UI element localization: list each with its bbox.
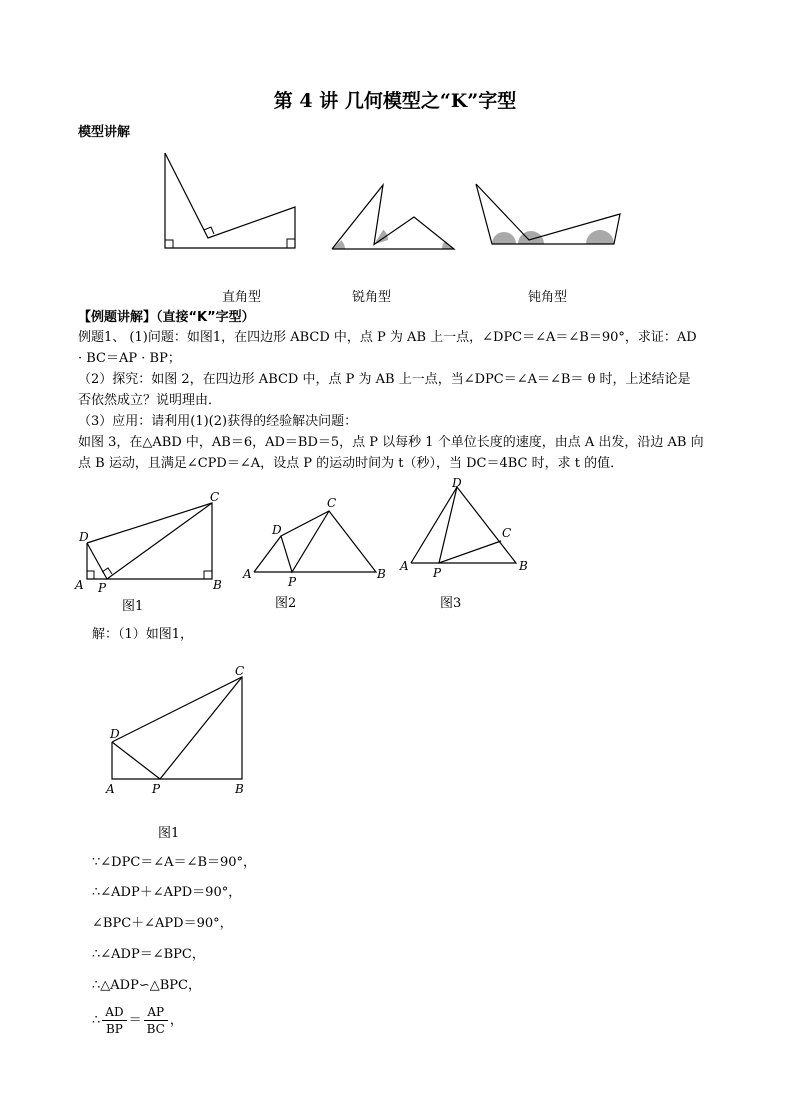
solution-figure-caption: 图1 bbox=[158, 826, 180, 841]
section-heading-example: 【例题讲解】（直接“K”字型） bbox=[78, 310, 255, 325]
label-p: P bbox=[288, 575, 297, 589]
caption-obtuse-angle: 钝角型 bbox=[528, 290, 568, 305]
fraction-ad-bp-numerator: AD bbox=[102, 1004, 126, 1021]
label-p: P bbox=[433, 566, 442, 580]
label-b: B bbox=[377, 567, 386, 581]
example-p2-line2: 否依然成立？说明理由． bbox=[78, 393, 222, 408]
model-obtuse-angle-diagram bbox=[472, 180, 624, 252]
proof-line-5: ∴△ADP∽△BPC， bbox=[92, 978, 201, 993]
label-c: C bbox=[502, 526, 512, 540]
example-p1-line1: 例题1、 (1)问题：如图1，在四边形 ABCD 中，点 P 为 AB 上一点，∠DPC＝∠A＝∠B＝90°，求证：AD bbox=[78, 330, 697, 345]
proof-line-2: ∴∠ADP＋∠APD＝90°， bbox=[92, 885, 242, 900]
label-a: A bbox=[400, 559, 409, 573]
proof-line-3: ∠BPC＋∠APD＝90°， bbox=[92, 916, 233, 931]
figure-3-caption: 图3 bbox=[440, 596, 462, 611]
example-p1-line2: · BC＝AP · BP； bbox=[78, 351, 181, 366]
label-b: B bbox=[235, 782, 244, 796]
model-acute-angle-diagram bbox=[328, 180, 460, 255]
proof-prefix: ∴ bbox=[92, 1013, 101, 1028]
label-p: P bbox=[98, 581, 107, 595]
example-p3-line2: 如图 3，在△ABD 中，AB＝6，AD＝BD＝5，点 P 以每秒 1 个单位长度的速度，由点 A 出发，沿边 AB 向 bbox=[78, 435, 704, 450]
label-p: P bbox=[152, 782, 161, 796]
proof-line-6 bbox=[92, 1004, 183, 1037]
fraction-ad-bp-denominator: BP bbox=[105, 1022, 123, 1036]
figure-1-diagram bbox=[74, 490, 224, 595]
figure-2-caption: 图2 bbox=[275, 596, 297, 611]
proof-equals: ＝ bbox=[128, 1013, 142, 1028]
figure-1-caption: 图1 bbox=[122, 599, 144, 614]
label-d: D bbox=[452, 476, 462, 490]
caption-acute-angle: 锐角型 bbox=[352, 290, 392, 305]
example-p3-line3: 点 B 运动，且满足∠CPD＝∠A，设点 P 的运动时间为 t（秒），当 DC＝4BC 时，求 t 的值． bbox=[78, 456, 624, 471]
label-d: D bbox=[79, 530, 89, 544]
label-d: D bbox=[110, 727, 120, 741]
example-text bbox=[78, 327, 718, 474]
fraction-ap-bc-numerator: AP bbox=[144, 1004, 168, 1021]
label-b: B bbox=[213, 578, 222, 592]
solution-intro: 解：（1）如图1， bbox=[92, 627, 194, 642]
label-a: A bbox=[75, 578, 84, 592]
fraction-ap-bc-denominator: BC bbox=[146, 1022, 165, 1036]
example-p3-line1: （3）应用：请利用(1)(2)获得的经验解决问题： bbox=[78, 414, 358, 429]
example-p2-line1: （2）探究：如图 2，在四边形 ABCD 中，点 P 为 AB 上一点，当∠DPC＝∠A＝∠B＝ θ 时，上述结论是 bbox=[78, 372, 691, 387]
model-right-angle-diagram bbox=[160, 150, 300, 255]
label-a: A bbox=[106, 782, 115, 796]
label-c: C bbox=[210, 490, 220, 504]
page-title: 第 4 讲 几何模型之“K”字型 bbox=[273, 90, 517, 112]
label-c: C bbox=[235, 664, 245, 678]
figure-3-diagram bbox=[398, 475, 538, 585]
fraction-ap-bc bbox=[144, 1004, 168, 1037]
proof-suffix: ， bbox=[169, 1013, 183, 1028]
section-heading-model: 模型讲解 bbox=[78, 125, 131, 140]
label-c: C bbox=[327, 496, 337, 510]
label-a: A bbox=[243, 567, 252, 581]
label-d: D bbox=[272, 523, 282, 537]
caption-right-angle: 直角型 bbox=[222, 290, 262, 305]
fraction-ad-bp bbox=[102, 1004, 126, 1037]
proof-line-1: ∵∠DPC＝∠A＝∠B＝90°， bbox=[92, 855, 257, 870]
figure-2-diagram bbox=[240, 495, 390, 595]
solution-figure-diagram bbox=[100, 660, 260, 800]
proof-line-4: ∴∠ADP＝∠BPC， bbox=[92, 947, 205, 962]
label-b: B bbox=[519, 559, 528, 573]
